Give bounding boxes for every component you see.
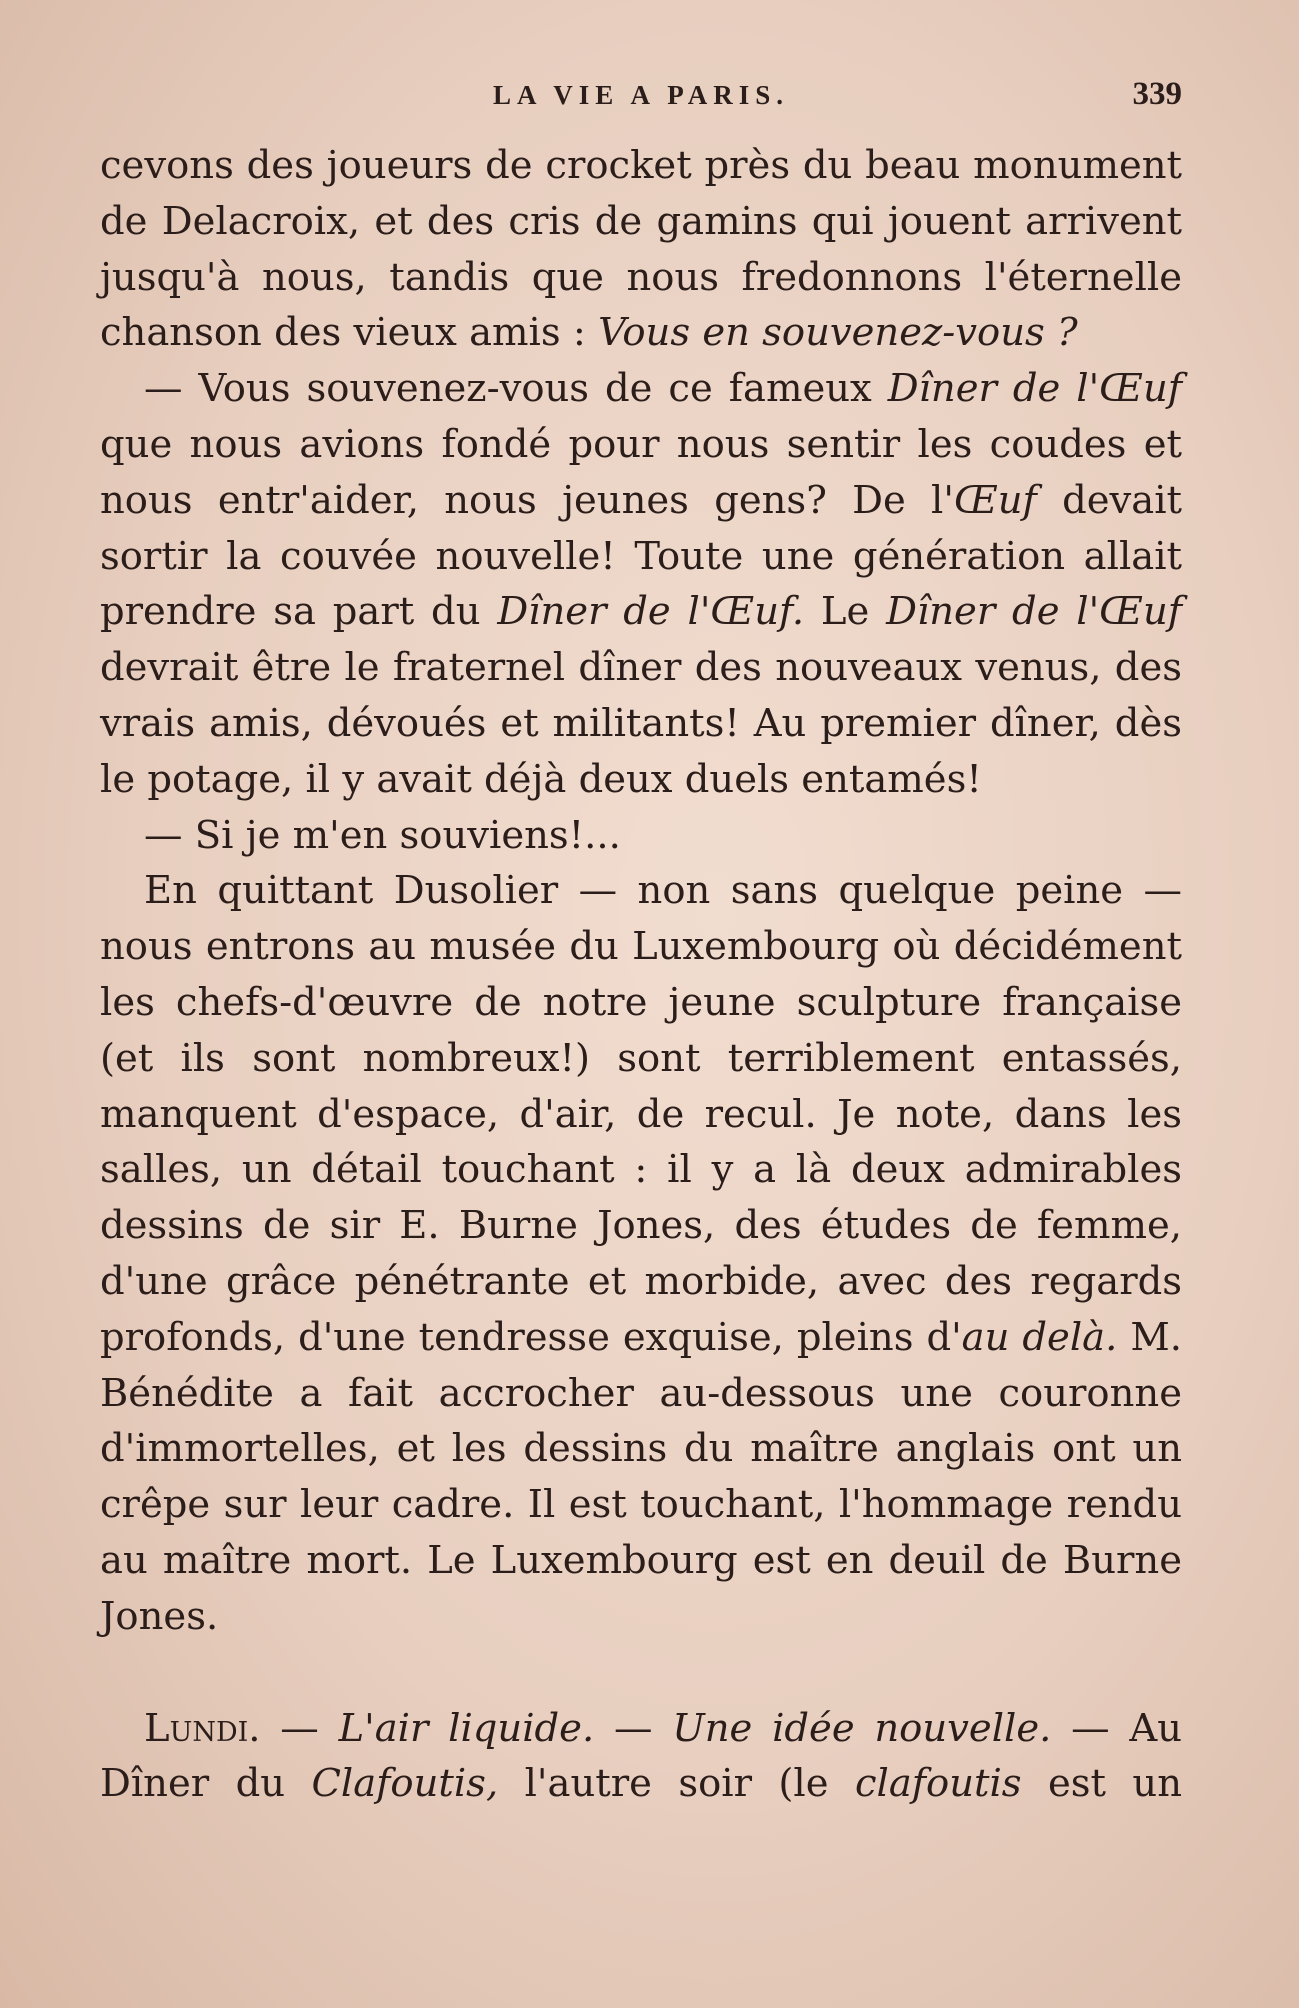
text-segment: — bbox=[594, 1705, 673, 1751]
text-segment: devait sortir la couvée nouvelle! Toute une génération allait prendre sa part du bbox=[100, 477, 1182, 635]
text-segment: devrait être le fraternel dîner des nouveaux venus, des vrais amis, dévoués et militants! Au premier dîner, dès le potage, il y avait déjà deux duels entamés! bbox=[100, 645, 1182, 802]
italic-text: Dîner de l'Œuf bbox=[887, 366, 1182, 412]
paragraph bbox=[100, 808, 1182, 864]
text-segment: que nous avions fondé pour nous sentir les coudes et nous entr'aider, nous jeunes gens? De l' bbox=[100, 421, 1182, 523]
text-segment: est un bbox=[1021, 1761, 1182, 1807]
book-page bbox=[100, 70, 1182, 1970]
paragraph bbox=[100, 863, 1182, 1644]
paragraph bbox=[100, 138, 1182, 361]
text-segment: Le bbox=[804, 589, 887, 635]
italic-text: L'air liquide. bbox=[338, 1705, 595, 1751]
page-number: 339 bbox=[1132, 76, 1182, 112]
paragraph bbox=[100, 361, 1182, 807]
smallcaps-text: Lundi. bbox=[144, 1705, 261, 1751]
text-segment: cevons des joueurs de crocket près du beau monument de Delacroix, et des cris de gamins qui jouent arrivent jusqu'à nous, tandis que nous fredonnons l'éternelle chanson des vieux amis : bbox=[100, 143, 1182, 356]
italic-text: Dîner de l'Œuf bbox=[886, 589, 1183, 635]
text-segment: l'autre soir (le bbox=[498, 1761, 855, 1807]
text-segment: En quittant Dusolier — non sans quelque peine — nous entrons au musée du Luxembourg où décidément les chefs-d'œuvre de notre jeune sculpture française (et ils sont nombreux!) sont terriblement entassés, manquent d'espace, d'air, de recul. Je note, dans les salles, un détail touchant : il y a là deux admirables dessins de sir E. Burne Jones, des études de femme, d'une grâce pénétrante et morbide, avec des regards profonds, d'une tendresse exquise, pleins d' bbox=[100, 868, 1182, 1360]
italic-text: Vous en souvenez-vous ? bbox=[598, 310, 1078, 356]
text-segment: M. Bénédite a fait accrocher au-dessous une couronne d'immortelles, et les dessins du maître anglais ont un crêpe sur leur cadre. Il est touchant, l'hommage rendu au maître mort. Le Luxembourg est en deuil de Burne Jones. bbox=[100, 1314, 1182, 1639]
italic-text: Clafoutis, bbox=[311, 1761, 499, 1807]
italic-text: Dîner de l'Œuf. bbox=[497, 589, 805, 635]
body-text bbox=[100, 138, 1182, 1812]
text-segment: — Si je m'en souviens!... bbox=[144, 812, 621, 858]
running-title: LA VIE A PARIS. bbox=[492, 80, 790, 110]
italic-text: Œuf bbox=[953, 477, 1037, 523]
paragraph bbox=[100, 1701, 1182, 1813]
text-segment: — Au Dîner du bbox=[100, 1705, 1183, 1807]
italic-text: Une idée nouvelle. bbox=[672, 1705, 1052, 1751]
text-segment: — Vous souvenez-vous de ce fameux bbox=[144, 366, 888, 412]
text-segment: — bbox=[260, 1705, 339, 1751]
italic-text: clafoutis bbox=[854, 1761, 1022, 1807]
running-head bbox=[100, 70, 1182, 130]
italic-text: au delà. bbox=[961, 1314, 1118, 1360]
